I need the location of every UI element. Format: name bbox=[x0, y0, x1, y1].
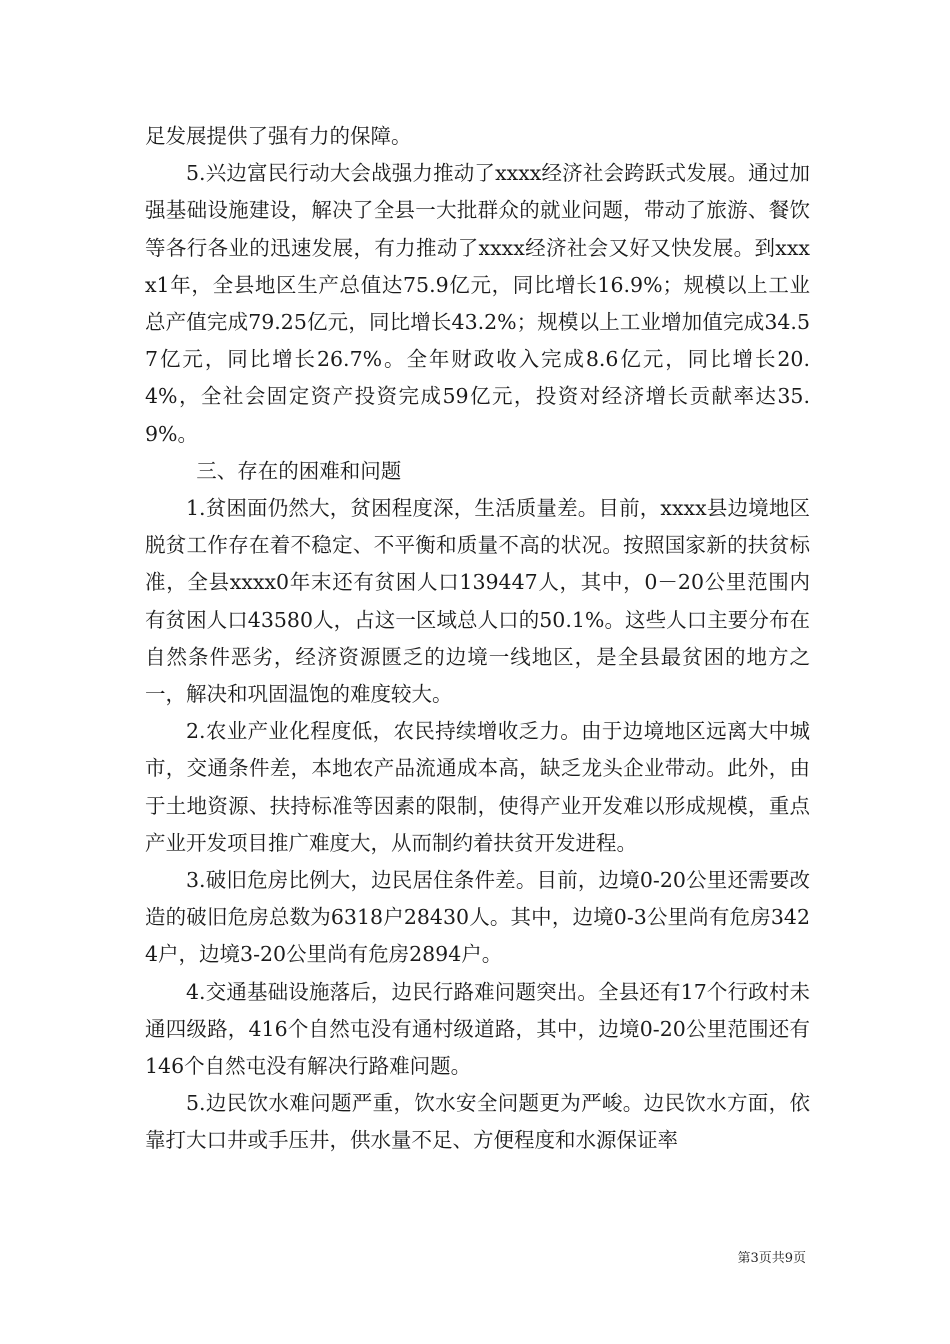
paragraph-item-5-development: 5.兴边富民行动大会战强力推动了xxxx经济社会跨跃式发展。通过加强基础设施建设，解决了全县一大批群众的就业问题，带动了旅游、餐饮等各行各业的迅速发展，有力推动了xxxx经济社会又好又快发展。到xxxx1年，全县地区生产总值达75.9亿元，同比增长16.9%；规模以上工业总产值完成79.25亿元，同比增长43.2%；规模以上工业增加值完成34.57亿元，同比增长26.7%。全年财政收入完成8.6亿元，同比增长20.4%，全社会固定资产投资完成59亿元，投资对经济增长贡献率达35.9%。 bbox=[145, 161, 810, 446]
paragraph-item-3-housing: 3.破旧危房比例大，边民居住条件差。目前，边境0-20公里还需要改造的破旧危房总数为6318户28430人。其中，边境0-3公里尚有危房3424户，边境3-20公里尚有危房2894户。 bbox=[145, 868, 810, 967]
section-heading-difficulties: 三、存在的困难和问题 bbox=[196, 458, 402, 483]
paragraph-item-4-transport: 4.交通基础设施落后，边民行路难问题突出。全县还有17个行政村未通四级路，416个自然屯没有通村级道路，其中，边境0-20公里范围还有146个自然屯没有解决行路难问题。 bbox=[145, 979, 810, 1079]
paragraph-item-1-poverty: 1.贫困面仍然大，贫困程度深，生活质量差。目前，xxxx县边境地区脱贫工作存在着不稳定、不平衡和质量不高的状况。按照国家新的扶贫标准，全县xxxx0年末还有贫困人口139447人，其中，0－20公里范围内有贫困人口43580人，占这一区域总人口的50.1%。这些人口主要分布在自然条件恶劣，经济资源匮乏的边境一线地区，是全县最贫困的地方之一，解决和巩固温饱的难度较大。 bbox=[145, 496, 810, 707]
paragraph-item-2-agriculture: 2.农业产业化程度低，农民持续增收乏力。由于边境地区远离大中城市，交通条件差，本地农产品流通成本高，缺乏龙头企业带动。此外，由于土地资源、扶持标准等因素的限制，使得产业开发难以形成规模，重点产业开发项目推广难度大，从而制约着扶贫开发进程。 bbox=[145, 719, 810, 855]
paragraph-continuation: 足发展提供了强有力的保障。 bbox=[145, 124, 412, 148]
page-number-footer: 第3页共9页 bbox=[737, 1251, 806, 1266]
paragraph-item-5-water: 5.边民饮水难问题严重，饮水安全问题更为严峻。边民饮水方面，依靠打大口井或手压井，供水量不足、方便程度和水源保证率 bbox=[145, 1091, 810, 1153]
body-text bbox=[145, 118, 810, 1160]
